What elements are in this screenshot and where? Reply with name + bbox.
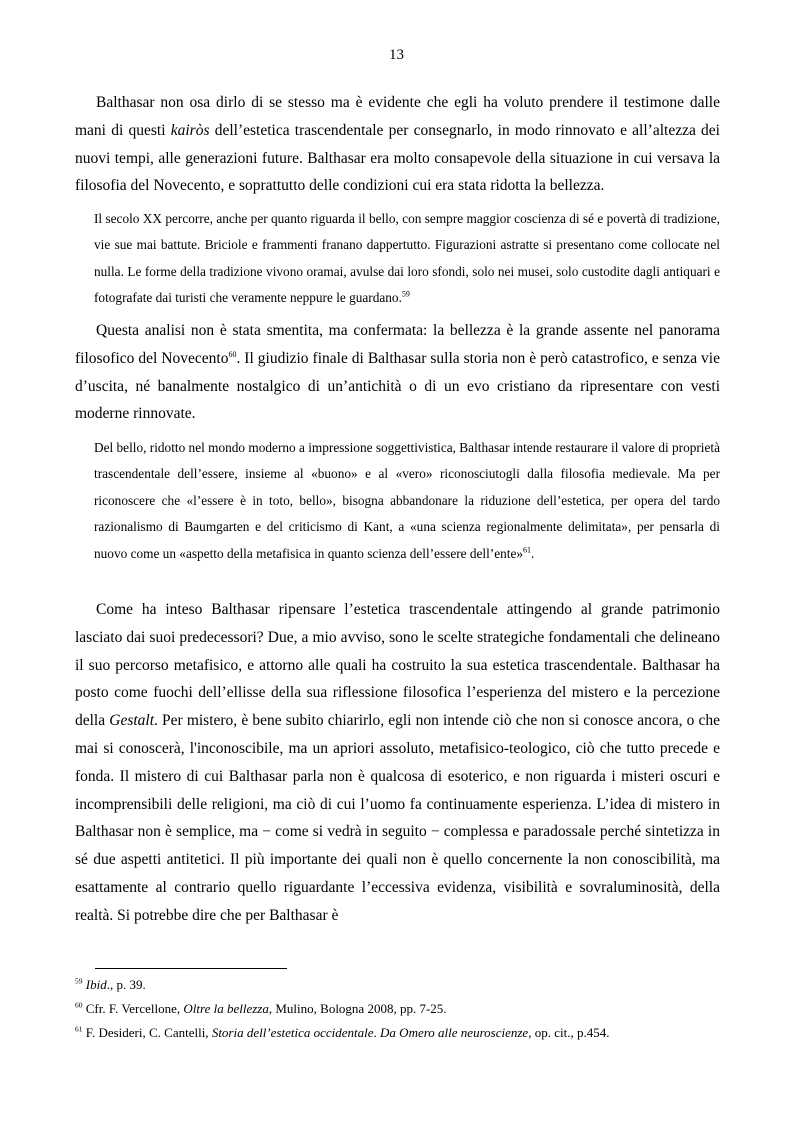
paragraph-2 [75, 317, 720, 428]
footnote-61 [75, 1025, 720, 1041]
footnote-text: , op. cit., p.454. [528, 1025, 610, 1040]
footnote-separator [95, 968, 287, 969]
block-quote-2-text: Del bello, ridotto nel mondo moderno a impressione soggettivistica, Balthasar intende restaurare il valore di proprietà trascendentale dell’essere, insieme al «buono» e al «vero» riconosciutogli dalla filosofia medievale. Ma per riconoscere che «l’essere è in toto, bello», bisogna abbandonare la riduzione dell’estetica, per opera del tardo razionalismo di Baumgarten e del criticismo di Kant, a «una scienza regionalmente delimitata», per pensarla di nuovo come un «aspetto della metafisica in quanto scienza dell’essere dell’ente» [94, 440, 720, 561]
paragraph-1-text-a: Balthasar non osa dirlo di se stesso ma è evidente che egli ha voluto prendere il testimone dalle mani di questi [75, 94, 720, 139]
page-number: 13 [389, 47, 404, 63]
footnote-italic: Storia dell’estetica occidentale [211, 1025, 374, 1040]
block-quote-2 [94, 435, 720, 567]
footnote-ref-61[interactable]: 61 [523, 545, 532, 555]
paragraph-3 [75, 596, 720, 930]
footnote-ref-60[interactable]: 60 [228, 349, 237, 359]
footnote-number: 60 [75, 1000, 83, 1010]
paragraph-3-text-a: Come ha inteso Balthasar ripensare l’estetica trascendentale attingendo al grande patrimonio lasciato dai suoi predecessori? Due, a mio avviso, sono le scelte strategiche fondamentali che delineano il suo percorso metafisico, e attorno alle quali ha costruito la sua estetica trascendentale. Balthasar ha posto come fuochi dell’ellisse della sua riflessione filosofica l’esperienza del mistero e la percezione della [75, 601, 720, 730]
footnote-59 [75, 977, 720, 993]
footnote-text-pre: F. Desideri, C. Cantelli, [85, 1025, 212, 1040]
paragraph-1-italic-kairos: kairòs [170, 121, 210, 139]
block-quote-1-text: Il secolo XX percorre, anche per quanto riguarda il bello, con sempre maggior coscienza di sé e povertà di tradizione, vie sue mai battute. Briciole e frammenti franano dappertutto. Figurazioni astratte si presentano come collocate nel nulla. Le forme della tradizione vivono oramai, avulse dai loro sfondi, solo nei musei, solo custodite dagli antiquari e fotografate dai turisti che veramente neppure le guardano. [94, 211, 720, 306]
paragraph-1 [75, 89, 720, 200]
paragraph-1-text-b: dell’estetica trascendentale per consegnarlo, in modo rinnovato e all’altezza dei nuovi tempi, alle generazioni future. Balthasar era molto consapevole della situazione in cui versava la filosofia del Novecento, e soprattutto delle condizioni cui era stata ridotta la bellezza. [75, 121, 720, 195]
footnote-text: ., p. 39. [106, 977, 146, 992]
footnote-italic-2: Da Omero alle neuroscienze [380, 1025, 529, 1040]
footnote-number: 61 [75, 1024, 83, 1034]
paragraph-2-text-a: Questa analisi non è stata smentita, ma confermata: la bellezza è la grande assente nel panorama filosofico del Novecento [75, 322, 720, 367]
paragraph-2-text-b: . Il giudizio finale di Balthasar sulla storia non è però catastrofico, e senza vie d’uscita, né banalmente nostalgico di un’antichità o di un evo cristiano da ripresentare con vesti moderne rinnovate. [75, 349, 720, 423]
footnote-text-pre: Cfr. F. Vercellone, [85, 1001, 184, 1016]
paragraph-3-text-b: . Per mistero, è bene subito chiarirlo, egli non intende ciò che non si conosce ancora, o che mai si conoscerà, l'inconoscibile, ma un apriori assoluto, metafisico-teologico, ciò che tutto precede e fonda. Il mistero di cui Balthasar parla non è qualcosa di esoterico, e non riguarda i misteri oscuri e incomprensibili delle religioni, ma ciò di cui l’uomo fa continuamente esperienza. L’idea di mistero in Balthasar non è semplice, ma − come si vedrà in seguito − complessa e paradossale perché sintetizza in sé due aspetti antitetici. Il più importante dei quali non è quello concernente la non conoscibilità, ma esattamente al contrario quello riguardante l’eccessiva evidenza, visibilità e sovraluminosità, della realtà. Si potrebbe dire che per Balthasar è [75, 712, 720, 924]
block-quote-1 [94, 206, 720, 312]
block-quote-2-end: . [531, 545, 535, 561]
footnote-italic: Oltre la bellezza [183, 1001, 269, 1016]
footnote-text-mid: . [373, 1025, 381, 1040]
footnote-italic: Ibid [85, 977, 107, 992]
paragraph-3-italic-gestalt: Gestalt [109, 712, 155, 730]
footnote-60 [75, 1001, 720, 1017]
footnote-text: , Mulino, Bologna 2008, pp. 7-25. [268, 1001, 447, 1016]
footnote-ref-59[interactable]: 59 [401, 289, 410, 299]
footnote-number: 59 [75, 976, 83, 986]
